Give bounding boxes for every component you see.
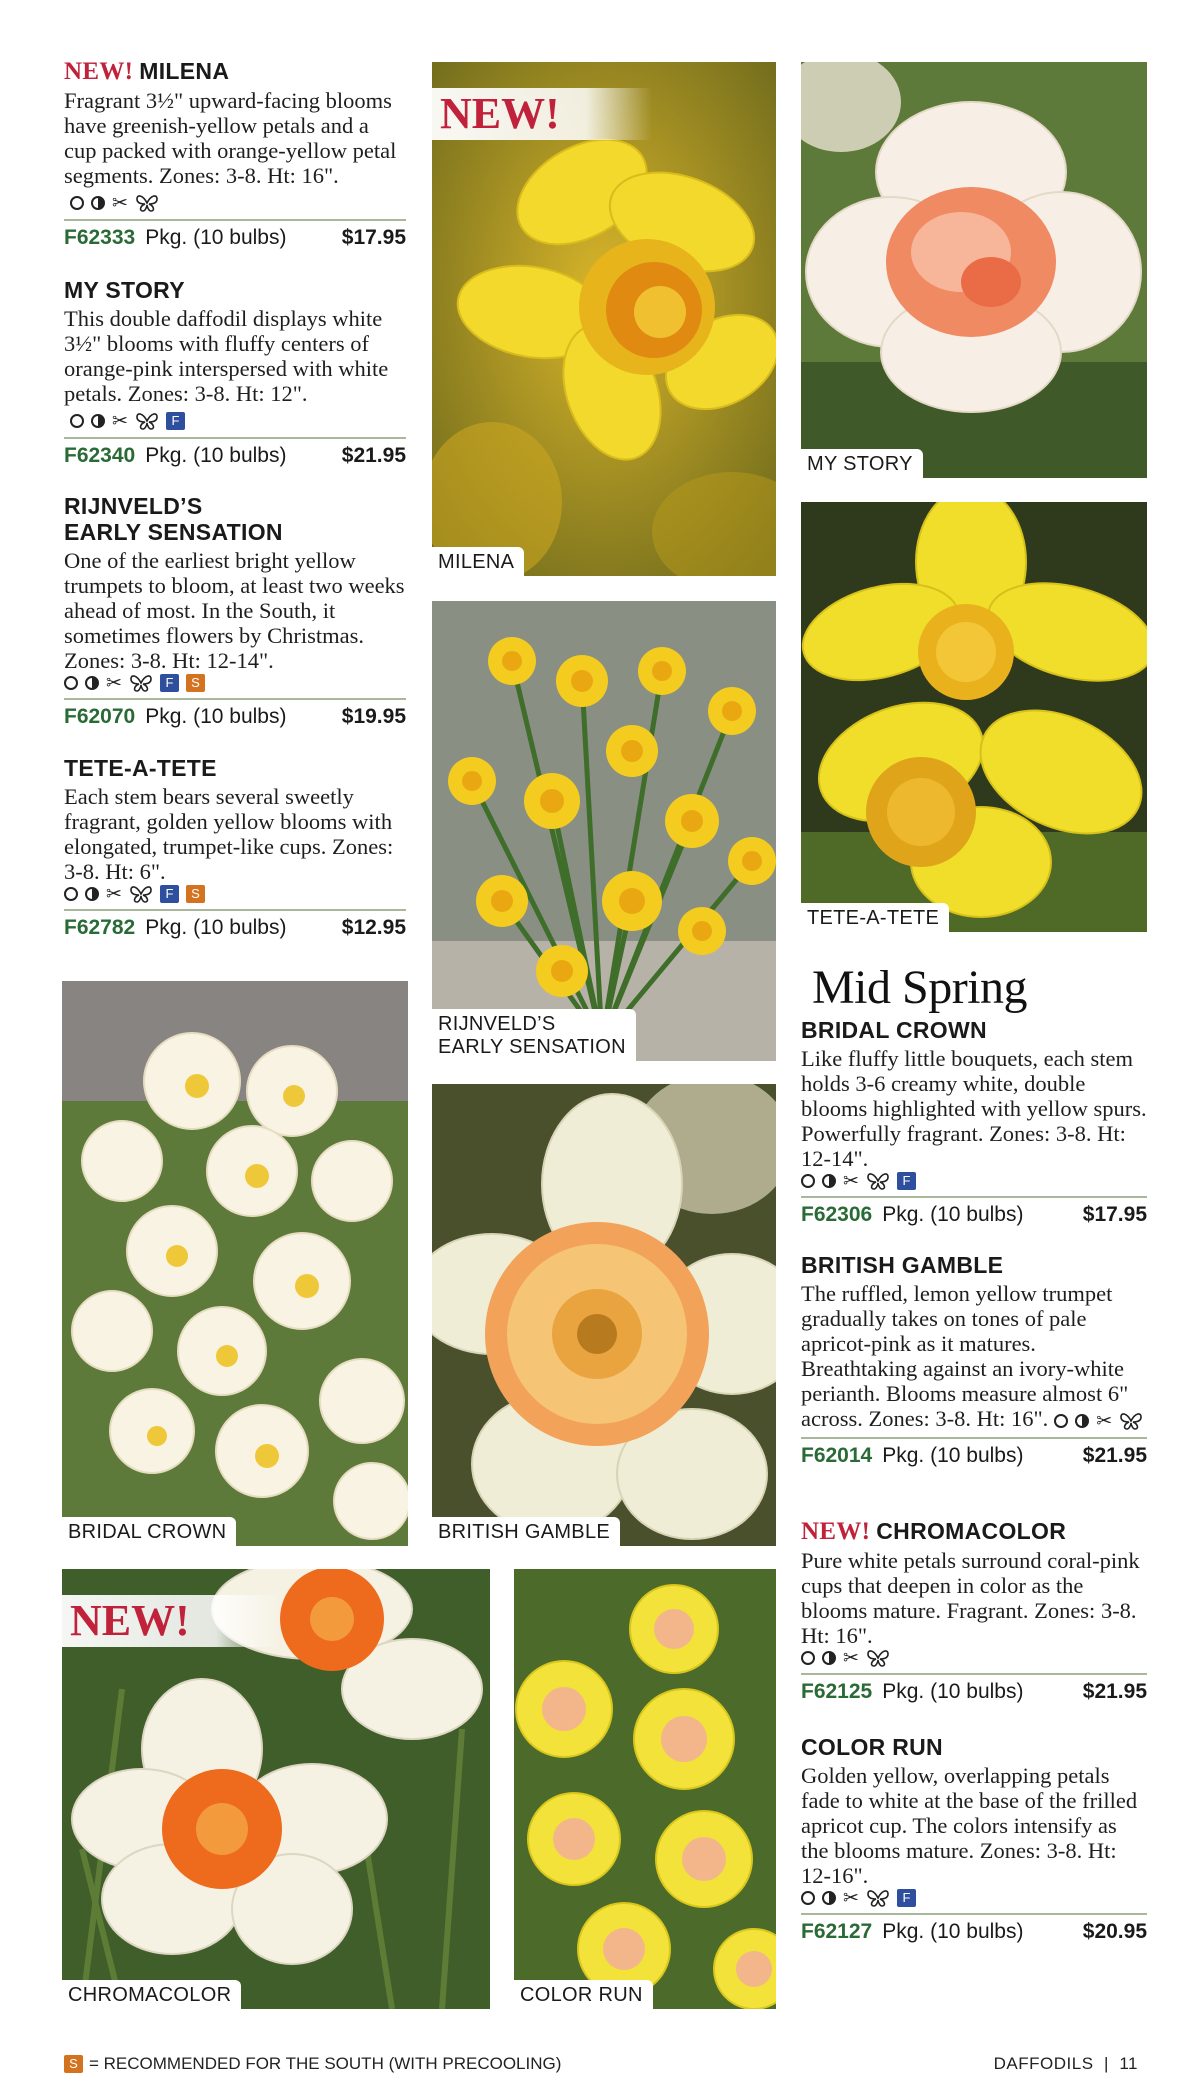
daffodil-photo xyxy=(801,502,1147,932)
package-size: Pkg. (10 bulbs) xyxy=(882,1444,1024,1467)
order-row xyxy=(801,1913,1147,1944)
butterfly-icon xyxy=(135,412,159,430)
photo-chromacolor xyxy=(62,1569,490,2009)
daffodil-photo xyxy=(432,601,776,1061)
product-description: Each stem bears several sweetly fragrant, golden yellow blooms with elongated, trumpet-like cups. Zones: 3-8. Ht: 6". xyxy=(64,784,394,884)
butterfly-icon xyxy=(1119,1412,1143,1430)
section-title-mid-spring: Mid Spring xyxy=(812,961,1028,1014)
cut-flower-icon: ✂ xyxy=(843,1887,859,1909)
photo-bridal-crown xyxy=(62,981,408,1546)
product-description: This double daffodil displays white 3½" blooms with fluffy centers of orange-pink interspersed with white petals. Zones: 3-8. Ht: 12". ✂ F xyxy=(64,306,389,432)
item-code: F62070 xyxy=(64,705,136,728)
item-code: F62127 xyxy=(801,1920,873,1943)
full-sun-icon xyxy=(70,196,84,210)
part-shade-icon xyxy=(85,887,99,901)
growing-icons xyxy=(801,1889,1147,1907)
photo-caption: BRITISH GAMBLE xyxy=(432,1517,620,1546)
part-shade-icon xyxy=(822,1651,836,1665)
order-row xyxy=(64,219,406,250)
item-code: F62333 xyxy=(64,226,136,249)
daffodil-photo xyxy=(801,62,1147,478)
price: $12.95 xyxy=(341,916,406,939)
order-row xyxy=(801,1437,1147,1468)
full-sun-icon xyxy=(64,676,78,690)
photo-caption: MY STORY xyxy=(801,449,923,478)
product-name: MY STORY xyxy=(64,277,185,303)
package-size: Pkg. (10 bulbs) xyxy=(882,1203,1024,1226)
part-shade-icon xyxy=(91,196,105,210)
price: $21.95 xyxy=(341,444,406,467)
product-rijnvelds-early-sensation xyxy=(64,493,406,729)
fragrant-badge: F xyxy=(897,1889,916,1907)
part-shade-icon xyxy=(1075,1414,1089,1428)
package-size: Pkg. (10 bulbs) xyxy=(145,226,287,249)
package-size: Pkg. (10 bulbs) xyxy=(145,444,287,467)
photo-caption: CHROMACOLOR xyxy=(62,1980,241,2009)
growing-icons xyxy=(1054,1409,1143,1432)
full-sun-icon xyxy=(64,887,78,901)
growing-icons xyxy=(64,674,406,692)
package-size: Pkg. (10 bulbs) xyxy=(882,1920,1024,1943)
product-name: COLOR RUN xyxy=(801,1734,943,1760)
growing-icons xyxy=(801,1172,1147,1190)
item-code: F62306 xyxy=(801,1203,873,1226)
daffodil-photo xyxy=(514,1569,776,2009)
order-row xyxy=(64,437,406,468)
south-badge: S xyxy=(186,674,205,692)
product-british-gamble xyxy=(801,1252,1147,1468)
growing-icons xyxy=(70,191,159,214)
order-row xyxy=(64,698,406,729)
footer-legend xyxy=(64,2054,561,2074)
order-row xyxy=(801,1673,1147,1704)
order-row xyxy=(64,909,406,940)
part-shade-icon xyxy=(91,414,105,428)
item-code: F62782 xyxy=(64,916,136,939)
full-sun-icon xyxy=(801,1891,815,1905)
item-code: F62340 xyxy=(64,444,136,467)
photo-caption: MILENA xyxy=(432,547,524,576)
new-banner: NEW! xyxy=(62,1595,282,1647)
cut-flower-icon: ✂ xyxy=(112,409,128,432)
full-sun-icon xyxy=(70,414,84,428)
product-name: TETE-A-TETE xyxy=(64,755,217,781)
product-name: NEW! CHROMACOLOR xyxy=(801,1518,1067,1545)
product-my-story xyxy=(64,277,406,468)
new-label: NEW! xyxy=(801,1518,871,1545)
product-milena xyxy=(64,58,406,250)
butterfly-icon xyxy=(866,1649,890,1667)
photo-milena xyxy=(432,62,776,576)
product-description: Pure white petals surround coral-pink cups that deepen in color as the blooms mature. Fragrant. Zones: 3-8. Ht: 16". xyxy=(801,1548,1140,1648)
cut-flower-icon: ✂ xyxy=(843,1170,859,1192)
photo-color-run xyxy=(514,1569,776,2009)
part-shade-icon xyxy=(822,1174,836,1188)
price: $21.95 xyxy=(1082,1680,1147,1703)
photo-caption: RIJNVELD’S EARLY SENSATION xyxy=(432,1009,636,1061)
price: $21.95 xyxy=(1082,1444,1147,1467)
price: $19.95 xyxy=(341,705,406,728)
product-name: NEW! MILENA xyxy=(64,58,230,85)
item-code: F62014 xyxy=(801,1444,873,1467)
photo-my-story xyxy=(801,62,1147,478)
photo-caption: COLOR RUN xyxy=(514,1980,653,2009)
product-description: Golden yellow, overlapping petals fade to white at the base of the frilled apricot cup. The colors intensify as the blooms mature. Zones: 3-8. Ht: 12-16". xyxy=(801,1763,1138,1888)
product-bridal-crown xyxy=(801,1017,1147,1227)
product-description: One of the earliest bright yellow trumpets to bloom, at least two weeks ahead of most. In the South, it sometimes flowers by Christmas. Zones: 3-8. Ht: 12-14". xyxy=(64,548,405,673)
full-sun-icon xyxy=(801,1651,815,1665)
price: $17.95 xyxy=(341,226,406,249)
daffodil-photo xyxy=(432,1084,776,1546)
cut-flower-icon: ✂ xyxy=(1096,1409,1113,1432)
butterfly-icon xyxy=(866,1172,890,1190)
butterfly-icon xyxy=(129,885,153,903)
product-color-run xyxy=(801,1734,1147,1944)
product-name: RIJNVELD’S EARLY SENSATION xyxy=(64,493,283,545)
daffodil-photo xyxy=(62,981,408,1546)
product-description: Fragrant 3½" upward-facing blooms have greenish-yellow petals and a cup packed with orange-yellow petal segments. Zones: 3-8. Ht: 16". ✂ xyxy=(64,88,397,214)
butterfly-icon xyxy=(866,1889,890,1907)
photo-tete-a-tete xyxy=(801,502,1147,932)
fragrant-badge: F xyxy=(160,674,179,692)
butterfly-icon xyxy=(129,674,153,692)
cut-flower-icon: ✂ xyxy=(106,672,122,694)
product-name: BRIDAL CROWN xyxy=(801,1017,987,1043)
south-badge: S xyxy=(186,885,205,903)
cut-flower-icon: ✂ xyxy=(843,1647,859,1669)
product-chromacolor xyxy=(801,1518,1147,1704)
part-shade-icon xyxy=(822,1891,836,1905)
photo-caption: TETE-A-TETE xyxy=(801,903,949,932)
butterfly-icon xyxy=(135,194,159,212)
item-code: F62125 xyxy=(801,1680,873,1703)
fragrant-badge: F xyxy=(166,412,185,430)
product-description: Like fluffy little bouquets, each stem holds 3-6 creamy white, double blooms highlighted with yellow spurs. Powerfully fragrant. Zones: 3-8. Ht: 12-14". xyxy=(801,1046,1147,1171)
price: $20.95 xyxy=(1082,1920,1147,1943)
price: $17.95 xyxy=(1082,1203,1147,1226)
full-sun-icon xyxy=(801,1174,815,1188)
south-badge: S xyxy=(64,2055,83,2073)
growing-icons xyxy=(801,1649,1147,1667)
growing-icons xyxy=(70,409,185,432)
package-size: Pkg. (10 bulbs) xyxy=(145,916,287,939)
cut-flower-icon: ✂ xyxy=(106,883,122,905)
new-banner: NEW! xyxy=(432,88,652,140)
part-shade-icon xyxy=(85,676,99,690)
product-tete-a-tete xyxy=(64,755,406,940)
new-label: NEW! xyxy=(64,58,134,85)
product-description: The ruffled, lemon yellow trumpet gradually takes on tones of pale apricot-pink as it matures. Breathtaking against an ivory-white perianth. Blooms measure almost 6" across. Zones: 3-8. Ht: 16". ✂ xyxy=(801,1281,1147,1431)
fragrant-badge: F xyxy=(160,885,179,903)
package-size: Pkg. (10 bulbs) xyxy=(145,705,287,728)
legend-text: = RECOMMENDED FOR THE SOUTH (WITH PRECOOLING) xyxy=(89,2054,562,2073)
growing-icons xyxy=(64,885,406,903)
order-row xyxy=(801,1196,1147,1227)
fragrant-badge: F xyxy=(897,1172,916,1190)
page-footer-label: DAFFODILS | 11 xyxy=(993,2054,1138,2073)
package-size: Pkg. (10 bulbs) xyxy=(882,1680,1024,1703)
photo-rijnvelds-early-sensation xyxy=(432,601,776,1061)
photo-caption: BRIDAL CROWN xyxy=(62,1517,236,1546)
photo-british-gamble xyxy=(432,1084,776,1546)
product-name: BRITISH GAMBLE xyxy=(801,1252,1004,1278)
full-sun-icon xyxy=(1054,1414,1068,1428)
cut-flower-icon: ✂ xyxy=(112,191,128,214)
